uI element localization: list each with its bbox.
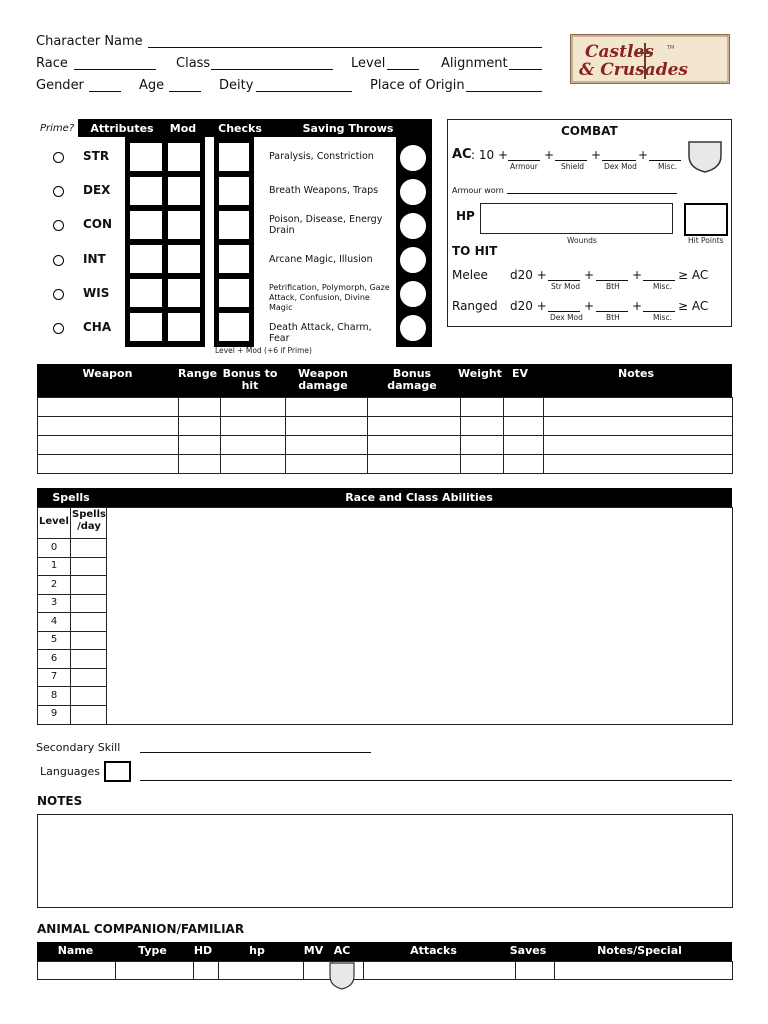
- str-mod-caption: Str Mod: [551, 282, 580, 291]
- bonus-damage-col-header: Bonus damage: [387, 367, 437, 392]
- companion-ac-header: AC: [333, 944, 351, 957]
- armour-worn-field[interactable]: [507, 193, 677, 194]
- melee-bth-field[interactable]: [596, 280, 628, 281]
- class-label: Class: [176, 56, 211, 71]
- class-field[interactable]: [211, 69, 333, 70]
- ranged-dex-field[interactable]: [548, 311, 580, 312]
- spell-level: 5: [50, 634, 58, 645]
- alignment-field[interactable]: [509, 69, 542, 70]
- saving-throw-text: Arcane Magic, Illusion: [269, 254, 373, 265]
- prime-label: Prime?: [40, 123, 75, 134]
- svg-text:Castles: Castles: [585, 42, 654, 62]
- attribute-name: INT: [83, 252, 106, 266]
- attribute-name: CON: [83, 217, 113, 231]
- gender-label: Gender: [36, 78, 84, 93]
- age-label: Age: [139, 78, 165, 93]
- spell-level: 7: [50, 671, 58, 682]
- ac-base: : 10 +: [471, 148, 508, 162]
- checks-col-header: Checks: [218, 122, 262, 135]
- misc-caption: Misc.: [653, 282, 672, 291]
- ac-label: AC: [452, 147, 472, 162]
- prime-radio-dex[interactable]: [53, 186, 64, 197]
- companion-mv-header: MV: [303, 944, 324, 957]
- wounds-caption: Wounds: [567, 236, 597, 245]
- attribute-score-box[interactable]: [128, 175, 164, 207]
- ac-armour-field[interactable]: [508, 160, 540, 161]
- companion-title: ANIMAL COMPANION/FAMILIAR: [37, 922, 245, 936]
- place-of-origin-field[interactable]: [466, 91, 542, 92]
- bth-caption: BtH: [606, 313, 620, 322]
- svg-text:& Crusades: & Crusades: [579, 60, 688, 80]
- melee-vs-ac: ≥ AC: [678, 268, 709, 282]
- combat-title: COMBAT: [561, 124, 618, 138]
- ev-col-header: EV: [511, 367, 529, 380]
- bth-caption: BtH: [606, 282, 620, 291]
- companion-notes-header: Notes/Special: [597, 944, 682, 957]
- companion-hp-header: hp: [249, 944, 265, 957]
- saving-throw-text: Poison, Disease, Energy Drain: [269, 214, 383, 236]
- saving-throw-text: Petrification, Polymorph, Gaze Attack, Confusion, Divine Magic: [269, 283, 390, 312]
- prime-radio-str[interactable]: [53, 152, 64, 163]
- to-hit-label: TO HIT: [452, 244, 498, 258]
- svg-text:TM: TM: [667, 45, 675, 51]
- table-row: [38, 398, 733, 417]
- alignment-label: Alignment: [441, 56, 508, 71]
- saving-throw-text: Death Attack, Charm, Fear: [269, 322, 372, 344]
- attribute-mod-box[interactable]: [166, 175, 202, 207]
- languages-label: Languages: [40, 765, 101, 778]
- level-label: Level: [351, 56, 386, 71]
- save-circle[interactable]: [398, 245, 428, 275]
- melee-label: Melee: [452, 268, 488, 282]
- attribute-name: STR: [83, 149, 110, 163]
- companion-ac-shield-icon: [328, 962, 356, 990]
- spell-level: 6: [50, 653, 58, 664]
- spell-level: 9: [50, 708, 58, 719]
- misc-caption: Misc.: [658, 162, 677, 171]
- castles-crusades-logo: [570, 34, 730, 84]
- place-of-origin-label: Place of Origin: [370, 78, 465, 93]
- weapon-col-header: Weapon: [82, 367, 133, 380]
- ranged-misc-field[interactable]: [643, 311, 675, 312]
- save-circle[interactable]: [398, 313, 428, 343]
- level-field[interactable]: [387, 69, 419, 70]
- shield-icon: [687, 140, 723, 174]
- languages-count-box[interactable]: [104, 761, 131, 782]
- check-box[interactable]: [217, 175, 251, 207]
- prime-radio-int[interactable]: [53, 255, 64, 266]
- ranged-d20: d20 +: [510, 299, 547, 313]
- spell-level: 0: [50, 542, 58, 553]
- spells-per-day-col-header: Spells /day: [72, 509, 106, 532]
- armour-caption: Armour: [510, 162, 538, 171]
- spell-level: 3: [50, 597, 58, 608]
- melee-str-field[interactable]: [548, 280, 580, 281]
- plus-sign: +: [584, 268, 595, 282]
- spells-title: Spells: [52, 491, 90, 504]
- saving-throw-text: Paralysis, Constriction: [269, 151, 374, 162]
- plus-sign: +: [544, 148, 555, 162]
- check-box[interactable]: [217, 141, 251, 173]
- attribute-score-box[interactable]: [128, 277, 164, 309]
- melee-misc-field[interactable]: [643, 280, 675, 281]
- ranged-bth-field[interactable]: [596, 311, 628, 312]
- table-row: [38, 436, 733, 455]
- race-label: Race: [36, 56, 68, 71]
- shield-caption: Shield: [561, 162, 585, 171]
- deity-field[interactable]: [256, 91, 352, 92]
- ac-dex-field[interactable]: [602, 160, 636, 161]
- melee-d20: d20 +: [510, 268, 547, 282]
- bonus-to-hit-col-header: Bonus to hit: [222, 367, 278, 392]
- companion-type-header: Type: [138, 944, 167, 957]
- spell-level: 2: [50, 579, 58, 590]
- saving-throws-col-header: Saving Throws: [302, 122, 394, 135]
- prime-radio-wis[interactable]: [53, 289, 64, 300]
- deity-label: Deity: [219, 78, 254, 93]
- armour-worn-label: Armour worn: [452, 186, 504, 195]
- attributes-col-header: Attributes: [90, 122, 154, 135]
- companion-attacks-header: Attacks: [410, 944, 457, 957]
- attribute-score-box[interactable]: [128, 243, 164, 275]
- attribute-mod-box[interactable]: [166, 243, 202, 275]
- spell-level: 8: [50, 690, 58, 701]
- check-box[interactable]: [217, 209, 251, 241]
- languages-field[interactable]: [140, 780, 732, 781]
- weight-col-header: Weight: [458, 367, 502, 380]
- attribute-name: CHA: [83, 320, 112, 334]
- misc-caption: Misc.: [653, 313, 672, 322]
- spell-level: 4: [50, 616, 58, 627]
- hit-points-caption: Hit Points: [688, 236, 724, 245]
- attribute-score-box[interactable]: [128, 209, 164, 241]
- logo-graphic: [571, 35, 729, 83]
- table-row: [38, 455, 733, 474]
- attribute-mod-box[interactable]: [166, 277, 202, 309]
- plus-sign: +: [591, 148, 602, 162]
- ac-misc-field[interactable]: [649, 160, 681, 161]
- check-box[interactable]: [217, 277, 251, 309]
- attribute-mod-box[interactable]: [166, 141, 202, 173]
- attribute-name: WIS: [83, 286, 110, 300]
- companion-grid: [37, 961, 733, 980]
- prime-radio-con[interactable]: [53, 220, 64, 231]
- mod-col-header: Mod: [169, 122, 197, 135]
- plus-sign: +: [632, 299, 643, 313]
- attribute-mod-box[interactable]: [166, 311, 202, 343]
- plus-sign: +: [632, 268, 643, 282]
- table-row: [38, 962, 733, 980]
- saving-throw-text: Breath Weapons, Traps: [269, 185, 379, 196]
- ranged-vs-ac: ≥ AC: [678, 299, 709, 313]
- notes-title: NOTES: [37, 794, 83, 808]
- companion-hd-header: HD: [193, 944, 213, 957]
- attribute-mod-box[interactable]: [166, 209, 202, 241]
- weapons-grid: [37, 397, 733, 474]
- range-col-header: Range: [177, 367, 218, 380]
- character-name-label: Character Name: [36, 34, 143, 49]
- spell-level-col-header: Level: [39, 516, 69, 527]
- companion-saves-header: Saves: [509, 944, 547, 957]
- companion-name-header: Name: [57, 944, 94, 957]
- checks-footnote: Level + Mod (+6 if Prime): [215, 346, 312, 355]
- plus-sign: +: [638, 148, 649, 162]
- plus-sign: +: [584, 299, 595, 313]
- hit-points-box[interactable]: [684, 203, 728, 236]
- weapon-damage-col-header: Weapon damage: [298, 367, 348, 392]
- notes-box[interactable]: [37, 814, 733, 908]
- prime-radio-cha[interactable]: [53, 323, 64, 334]
- notes-col-header: Notes: [617, 367, 655, 380]
- attribute-score-box[interactable]: [128, 141, 164, 173]
- secondary-skill-label: Secondary Skill: [36, 741, 121, 754]
- abilities-box[interactable]: [37, 507, 733, 725]
- spell-level: 1: [50, 560, 58, 571]
- secondary-skill-field[interactable]: [140, 752, 371, 753]
- dex-mod-caption: Dex Mod: [604, 162, 637, 171]
- race-field[interactable]: [74, 69, 156, 70]
- wounds-box[interactable]: [480, 203, 673, 234]
- attribute-name: DEX: [83, 183, 111, 197]
- check-box[interactable]: [217, 243, 251, 275]
- check-box[interactable]: [217, 311, 251, 343]
- age-field[interactable]: [169, 91, 201, 92]
- abilities-title: Race and Class Abilities: [345, 491, 493, 504]
- save-circle[interactable]: [398, 177, 428, 207]
- ranged-label: Ranged: [452, 299, 498, 313]
- ac-shield-field[interactable]: [555, 160, 587, 161]
- attribute-score-box[interactable]: [128, 311, 164, 343]
- save-circle[interactable]: [398, 143, 428, 173]
- dex-mod-caption: Dex Mod: [550, 313, 583, 322]
- gender-field[interactable]: [89, 91, 121, 92]
- table-row: [38, 417, 733, 436]
- hp-label: HP: [456, 209, 475, 223]
- character-name-field[interactable]: [148, 47, 542, 48]
- save-circle[interactable]: [398, 211, 428, 241]
- save-circle[interactable]: [398, 279, 428, 309]
